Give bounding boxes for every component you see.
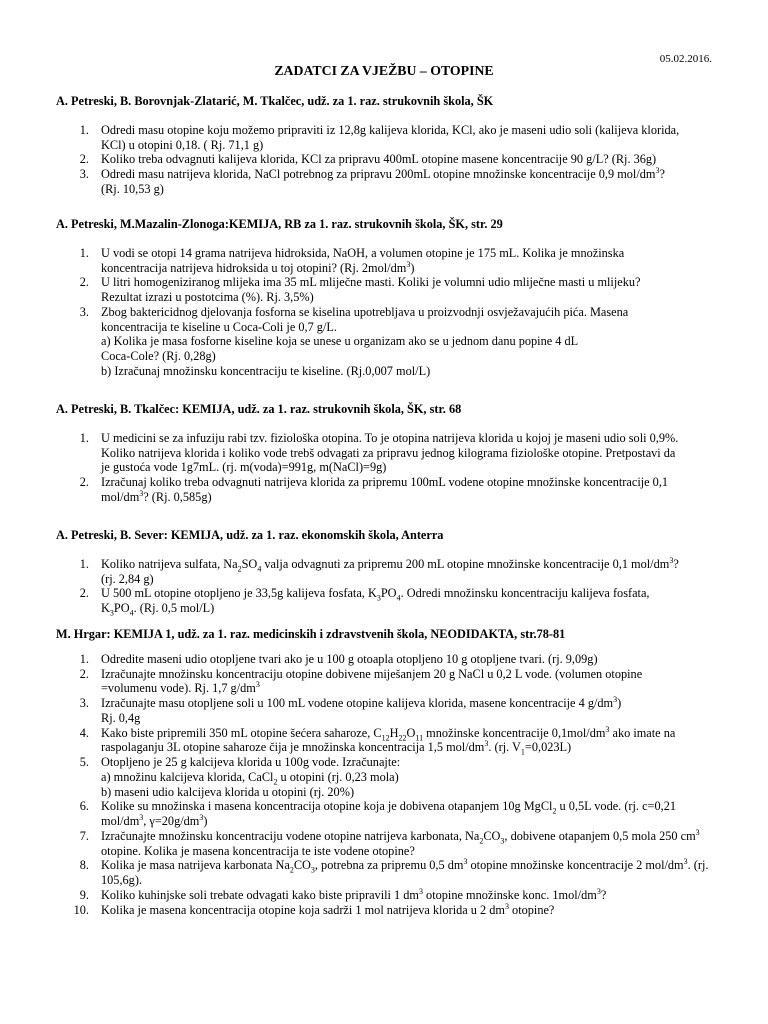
section-heading: A. Petreski, M.Mazalin-Zlonoga:KEMIJA, RB za 1. raz. strukovnih škola, ŠK, str. 29 <box>56 217 503 231</box>
task-item: 9. Koliko kuhinjske soli trebate odvagati kako biste pripravili 1 $dm^3$ otopine množinske konc. $1mol/dm^3$? <box>56 888 720 903</box>
task-number: 3. <box>79 167 89 181</box>
task-list <box>56 431 720 505</box>
task-number: 1. <box>79 122 89 137</box>
task-item: 2. Izračunajte množinsku koncentraciju otopine dobivene miješanjem 20 g NaCl u 0,2 L vode. (volumen otopine =volumenu vode). Rj. 1,7 $g/dm^3$ <box>56 667 720 697</box>
task-number: 3. <box>79 304 89 319</box>
section-heading: A. Petreski, B. Tkalčec: KEMIJA, udž. za 1. raz. strukovnih škola, ŠK, str. 68 <box>56 402 462 416</box>
task-item: 7. Izračunajte množinsku koncentraciju vodene otopine natrijeva karbonata, $Na_2CO_3$, dobivene otapanjem 0,5 mola 250 $cm^3$ otopine. Kolika je masena koncentracija te iste vodene otopine? <box>56 829 720 859</box>
task-item: 2. Izračunaj koliko treba odvagnuti natrijeva klorida za pripremu 100mL vodene otopine množinske koncentracije 0,1 mol/$dm^3$? (Rj. 0,585g) <box>56 475 720 505</box>
task-item: 5. Otopljeno je 25 g kalcijeva klorida u 100g vode. Izračunajte: a) množinu kalcijeva klorida, CaCl$_2$ u otopini (rj. 0,23 mola) b) maseni udio kalcijeva klorida u otopini (rj. 20%) <box>56 755 720 799</box>
task-number: 10. <box>73 902 89 917</box>
task-number: 2. <box>79 275 89 290</box>
document-title: ZADATCI ZA VJEŽBU – OTOPINE <box>274 63 494 78</box>
task-list <box>56 246 720 379</box>
section-heading: M. Hrgar: KEMIJA 1, udž. za 1. raz. medicinskih i zdravstvenih škola, NEODIDAKTA, str.78-81 <box>56 627 566 641</box>
task-number: 7. <box>79 828 89 843</box>
task-number: 2. <box>79 666 89 681</box>
task-list <box>56 123 720 197</box>
task-number: 8. <box>79 858 89 873</box>
section-1 <box>56 94 720 197</box>
task-item: 8. Kolika je masa natrijeva karbonata $Na_2CO_3$, potrebna za pripremu 0,5 $dm^3$ otopine množinske koncentracije 2 mol/$dm^3$. (rj. 105,6g). <box>56 858 720 888</box>
task-item: 1. Koliko natrijeva sulfata, $Na_2SO_4$ valja odvagnuti za pripremu 200 mL otopine množinske koncentracije 0,1 mol/$dm^3$? (rj. 2,84 g) <box>56 557 720 587</box>
task-number: 1. <box>79 651 89 666</box>
task-number: 5. <box>79 755 89 769</box>
section-2 <box>56 217 720 379</box>
task-number: 4. <box>79 725 89 740</box>
task-item: 4. Kako biste pripremili 350 mL otopine šećera saharoze, $C_{12}H_{22}O_{11}$ množinske koncentracije $0,1mol/dm^3$ ako imate na raspolaganju 3L otopine saharoze čija je množinska koncentracija 1,5 mol/$dm^3$. (rj. $V_1=0,023L$) <box>56 726 720 756</box>
task-item: 1. U medicini se za infuziju rabi tzv. fiziološka otopina. To je otopina natrijeva klorida u kojoj je maseni udio soli 0,9%. Koliko natrijeva klorida i koliko vode trebš odvagati za pripravu jednog kilograma fiziološke otopine. Pretpostavi da je gustoća vode 1g7mL. (rj. m(voda)=991g, m(NaCl)=9g) <box>56 431 720 475</box>
task-number: 6. <box>79 799 89 814</box>
task-item: 3. Odredi masu natrijeva klorida, NaCl potrebnog za pripravu 200mL otopine množinske koncentracije 0,9 mol/$dm^3$? (Rj. 10,53 g) <box>56 167 720 197</box>
section-4 <box>56 528 720 616</box>
task-item: 3. Zbog baktericidnog djelovanja fosforna se kiselina upotrebljava u proizvodnji osvježavajućih pića. Masena koncentracija te kiseline u Coca-Coli je 0,7 g/L. a) Kolika je masa fosforne kiseline koja se unese u organizam ako se u jednom danu popine 4 dL Coca-Cole? (Rj. 0,28g) b) Izračunaj množinsku koncentraciju te kiseline. (Rj.0,007 mol/L) <box>56 305 720 379</box>
task-item: 2. U 500 mL otopine otopljeno je 33,5g kalijeva fosfata, $K_3PO_4$. Odredi množinsku koncentraciju kalijeva fosfata, $K_3PO_4$. (Rj. 0,5 mol/L) <box>56 586 720 616</box>
task-item: 3. Izračunajte masu otopljene soli u 100 mL vodene otopine kalijeva klorida, masene koncentracije 4 $g/dm^3$) Rj. 0,4g <box>56 696 720 726</box>
task-number: 1. <box>79 556 89 571</box>
task-item: 1. Odredi masu otopine koju možemo pripraviti iz 12,8g kalijeva klorida, KCl, ako je maseni udio soli (kalijeva klorida, KCl) u otopini 0,18. ( Rj. 71,1 g) <box>56 123 720 153</box>
section-3 <box>56 402 720 505</box>
task-number: 1. <box>79 245 89 260</box>
task-number: 2. <box>79 152 89 167</box>
task-item: 1. Odredite maseni udio otopljene tvari ako je u 100 g otoapla otopljeno 10 g otopljene tvari. (rj. 9,09g) <box>56 652 720 667</box>
task-item: 10. Kolika je masena koncentracija otopine koja sadrži 1 mol natrijeva klorida u 2 $dm^3$ otopine? <box>56 903 720 918</box>
task-number: 2. <box>79 586 89 601</box>
task-number: 2. <box>79 475 89 489</box>
task-item: 6. Kolike su množinska i masena koncentracija otopine koja je dobivena otapanjem 10g MgCl$_2$ u 0,5L vode. (rj. c=0,21 mol/$dm^3$, $\gamma=20g/dm^3$) <box>56 799 720 829</box>
task-item: 2. Koliko treba odvagnuti kalijeva klorida, KCl za pripravu 400mL otopine masene koncentracije 90 g/L? (Rj. 36g) <box>56 152 720 167</box>
task-number: 9. <box>79 887 89 902</box>
task-item: 2. U litri homogeniziranog mlijeka ima 35 mL mliječne masti. Koliki je volumni udio mliječne masti u mlijeku? Rezultat izrazi u postotcima (%). Rj. 3,5%) <box>56 275 720 305</box>
task-number: 3. <box>79 696 89 710</box>
task-list <box>56 557 720 616</box>
task-item: 1. U vodi se otopi 14 grama natrijeva hidroksida, NaOH, a volumen otopine je 175 mL. Kolika je množinska koncentracija natrijeva hidroksida u toj otopini? (Rj. $2mol/dm^3$) <box>56 246 720 276</box>
task-list <box>56 652 720 918</box>
section-heading: A. Petreski, B. Sever: KEMIJA, udž. za 1. raz. ekonomskih škola, Anterra <box>56 528 444 542</box>
task-number: 1. <box>79 430 89 445</box>
section-5 <box>56 627 720 917</box>
document-date: 05.02.2016. <box>659 53 712 65</box>
section-heading: A. Petreski, B. Borovnjak-Zlatarić, M. Tkalčec, udž. za 1. raz. strukovnih škola, ŠK <box>56 94 494 108</box>
